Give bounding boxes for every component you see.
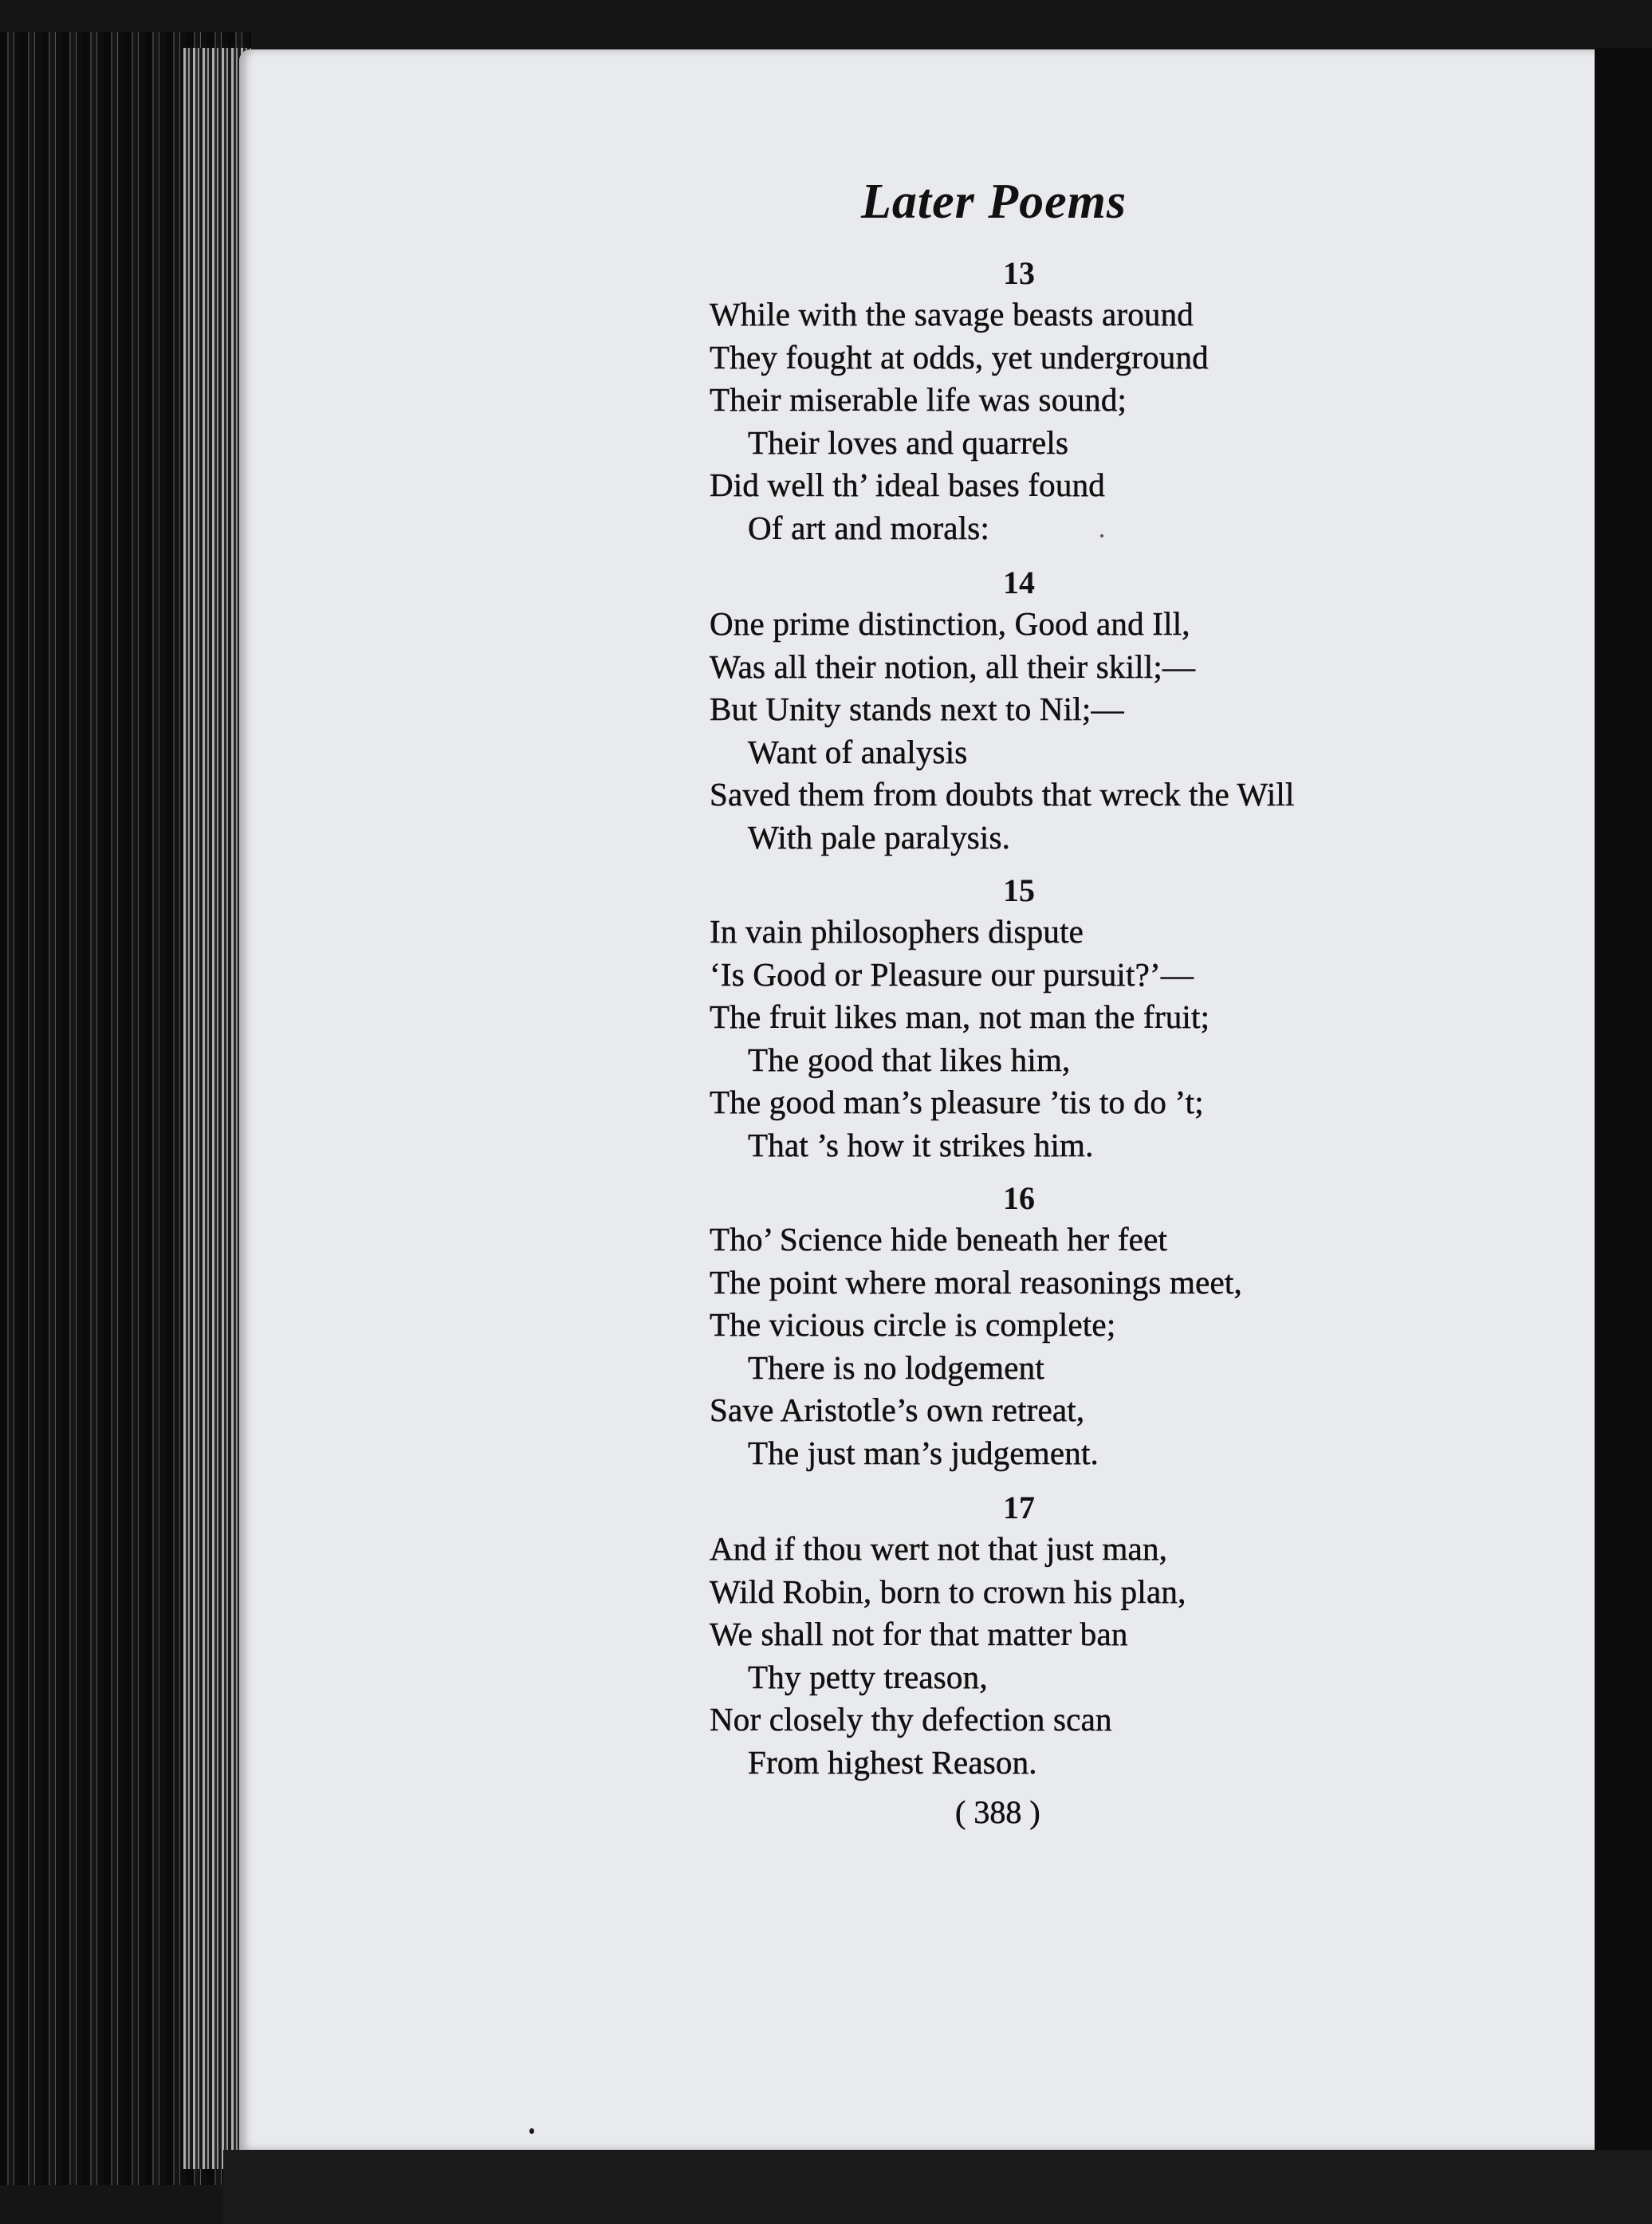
stanza-number: 15 [1003,872,1035,908]
poem-line: Was all their notion, all their skill;— [710,648,1196,685]
poem-line: The point where moral reasonings meet, [710,1263,1242,1301]
poem-line: We shall not for that matter ban [710,1616,1128,1652]
poem-line: From highest Reason. [748,1743,1037,1781]
print-speck [1100,534,1103,537]
poem-line: Nor closely thy defection scan [710,1701,1112,1738]
poem-line: Their loves and quarrels [748,423,1069,461]
poem-line: Want of analysis [748,733,968,770]
poem-line: The good man’s pleasure ’tis to do ’t; [710,1084,1204,1120]
poem-line: There is no lodgement [748,1348,1044,1386]
stanza-13 [710,254,1507,549]
stanza-17 [710,1488,1507,1784]
stanza-16 [710,1179,1507,1474]
poem-line: Saved them from doubts that wreck the Will [710,776,1295,813]
poem-line: The fruit likes man, not man the fruit; [710,998,1210,1035]
poem-line: Did well th’ ideal bases found [710,466,1105,503]
poem-line: Wild Robin, born to crown his plan, [710,1573,1186,1610]
bottom-margin-shadow [223,2150,1652,2224]
stanza-number: 17 [1003,1490,1035,1525]
poem-line: Their miserable life was sound; [710,381,1127,418]
poem-line: The good that likes him, [748,1041,1071,1078]
page-edges [0,32,251,2185]
stanza-number: 14 [1003,565,1035,600]
running-head: Later Poems [861,175,1127,229]
poem-line: That ’s how it strikes him. [748,1126,1094,1163]
stanza-number: 16 [1003,1180,1035,1216]
stanza-15 [710,871,1507,1167]
right-margin-shadow [1595,48,1652,2153]
poem-line: They fought at odds, yet underground [710,338,1209,376]
poem-line: ‘Is Good or Pleasure our pursuit?’— [710,955,1194,993]
poem-line: The just man’s judgement. [748,1434,1099,1471]
poem-line: Of art and morals: [748,509,990,546]
poem-line: With pale paralysis. [748,818,1011,856]
print-speck [529,2128,534,2134]
poem-line: And if thou wert not that just man, [710,1530,1168,1567]
poem-line: One prime distinction, Good and Ill, [710,605,1190,642]
poem-line: Tho’ Science hide beneath her feet [710,1221,1168,1258]
poem-line: Thy petty treason, [748,1658,988,1695]
poem-line: The vicious circle is complete; [710,1306,1116,1343]
poem-line: Save Aristotle’s own retreat, [710,1391,1085,1428]
stanza-14 [710,563,1507,859]
poem-line: While with the savage beasts around [710,296,1194,333]
page-number: ( 388 ) [955,1794,1040,1830]
stanza-number: 13 [1003,255,1035,291]
poem-line: In vain philosophers dispute [710,913,1084,950]
poem-line: But Unity stands next to Nil;— [710,691,1124,727]
